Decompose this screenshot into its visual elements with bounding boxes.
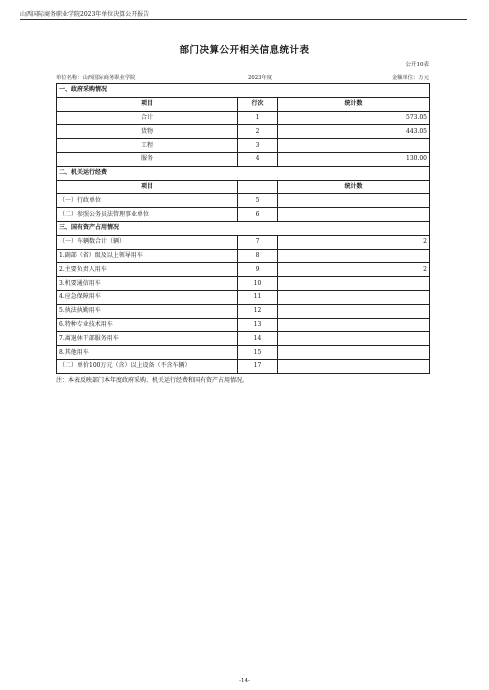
row-number: 17 xyxy=(238,359,278,373)
row-value xyxy=(278,304,430,318)
row-label: 4.应急保障用车 xyxy=(57,290,238,304)
table-row xyxy=(57,318,430,332)
report-year: 2023年度 xyxy=(248,75,273,81)
table-row xyxy=(57,277,430,291)
table-header-row xyxy=(57,97,430,111)
row-value xyxy=(278,359,430,373)
row-label: （二）单价100万元（含）以上设备（不含车辆） xyxy=(57,359,238,373)
row-value xyxy=(278,194,430,208)
running-header: 山西国际商务职业学院2023年单位决算公开报告 xyxy=(20,11,150,18)
row-number: 5 xyxy=(238,194,278,208)
column-header-value: 统计数 xyxy=(278,97,430,111)
row-number: 1 xyxy=(238,111,278,125)
table-row xyxy=(57,346,430,360)
table-row xyxy=(57,332,430,346)
column-header-item: 项目 xyxy=(57,97,238,111)
currency-unit: 金额单位：万元 xyxy=(391,75,429,81)
table-row xyxy=(57,249,430,263)
row-number: 15 xyxy=(238,346,278,360)
row-label: 2.主要负责人用车 xyxy=(57,263,238,277)
row-value: 130.00 xyxy=(278,152,430,166)
row-label: 合计 xyxy=(57,111,238,125)
row-number: 8 xyxy=(238,249,278,263)
page-title: 部门决算公开相关信息统计表 xyxy=(179,45,310,56)
row-value xyxy=(278,277,430,291)
row-value: 443.05 xyxy=(278,125,430,139)
row-number: 4 xyxy=(238,152,278,166)
row-label: 7.离退休干部服务用车 xyxy=(57,332,238,346)
row-value xyxy=(278,346,430,360)
row-value xyxy=(278,332,430,346)
table-note: 注：本表反映部门本年度政府采购、机关运行经费和国有资产占用情况。 xyxy=(56,377,249,384)
table-row xyxy=(57,208,430,222)
table-row xyxy=(57,359,430,373)
section-heading-operation xyxy=(57,166,430,180)
unit-name: 单位名称：山西国际商务职业学院 xyxy=(56,75,136,81)
row-label: （二）参照公务员法管理事业单位 xyxy=(57,208,238,222)
row-number: 11 xyxy=(238,290,278,304)
table-row xyxy=(57,304,430,318)
row-value xyxy=(278,139,430,153)
row-number: 13 xyxy=(238,318,278,332)
table-row xyxy=(57,139,430,153)
row-value: 573.05 xyxy=(278,111,430,125)
row-number: 7 xyxy=(238,235,278,249)
row-number: 14 xyxy=(238,332,278,346)
section-title: 三、国有资产占用情况 xyxy=(57,221,430,235)
row-label: 8.其他用车 xyxy=(57,346,238,360)
section-title: 二、机关运行经费 xyxy=(57,166,430,180)
table-header-row xyxy=(57,180,430,194)
row-label: （一）行政单位 xyxy=(57,194,238,208)
row-number: 10 xyxy=(238,277,278,291)
row-label: 货物 xyxy=(57,125,238,139)
section-heading-procurement xyxy=(57,84,430,98)
row-value xyxy=(278,249,430,263)
page-number: -14- xyxy=(239,678,250,684)
column-header-value: 统计数 xyxy=(278,180,430,194)
table-row xyxy=(57,235,430,249)
row-number: 12 xyxy=(238,304,278,318)
row-number: 2 xyxy=(238,125,278,139)
table-row xyxy=(57,194,430,208)
section-heading-assets xyxy=(57,221,430,235)
row-label: （一）车辆数合计（辆） xyxy=(57,235,238,249)
row-value: 2 xyxy=(278,235,430,249)
row-number: 9 xyxy=(238,263,278,277)
row-label: 服务 xyxy=(57,152,238,166)
row-value xyxy=(278,208,430,222)
column-header-item: 项目 xyxy=(57,180,238,194)
table-row xyxy=(57,290,430,304)
section-title: 一、政府采购情况 xyxy=(57,84,430,98)
row-label: 5.执法执勤用车 xyxy=(57,304,238,318)
column-header-row-no xyxy=(238,180,278,194)
form-number: 公开10表 xyxy=(405,62,429,68)
meta-row xyxy=(56,73,429,82)
table-row xyxy=(57,152,430,166)
row-value: 2 xyxy=(278,263,430,277)
header-rule xyxy=(20,19,467,20)
table-row xyxy=(57,125,430,139)
row-label: 工程 xyxy=(57,139,238,153)
table-row xyxy=(57,263,430,277)
row-label: 3.机要通信用车 xyxy=(57,277,238,291)
row-value xyxy=(278,318,430,332)
row-label: 1.副部（省）级及以上领导用车 xyxy=(57,249,238,263)
row-label: 6.特种专业技术用车 xyxy=(57,318,238,332)
row-number: 3 xyxy=(238,139,278,153)
row-value xyxy=(278,290,430,304)
column-header-row-no: 行次 xyxy=(238,97,278,111)
table-row xyxy=(57,111,430,125)
row-number: 6 xyxy=(238,208,278,222)
stats-table xyxy=(56,83,430,374)
